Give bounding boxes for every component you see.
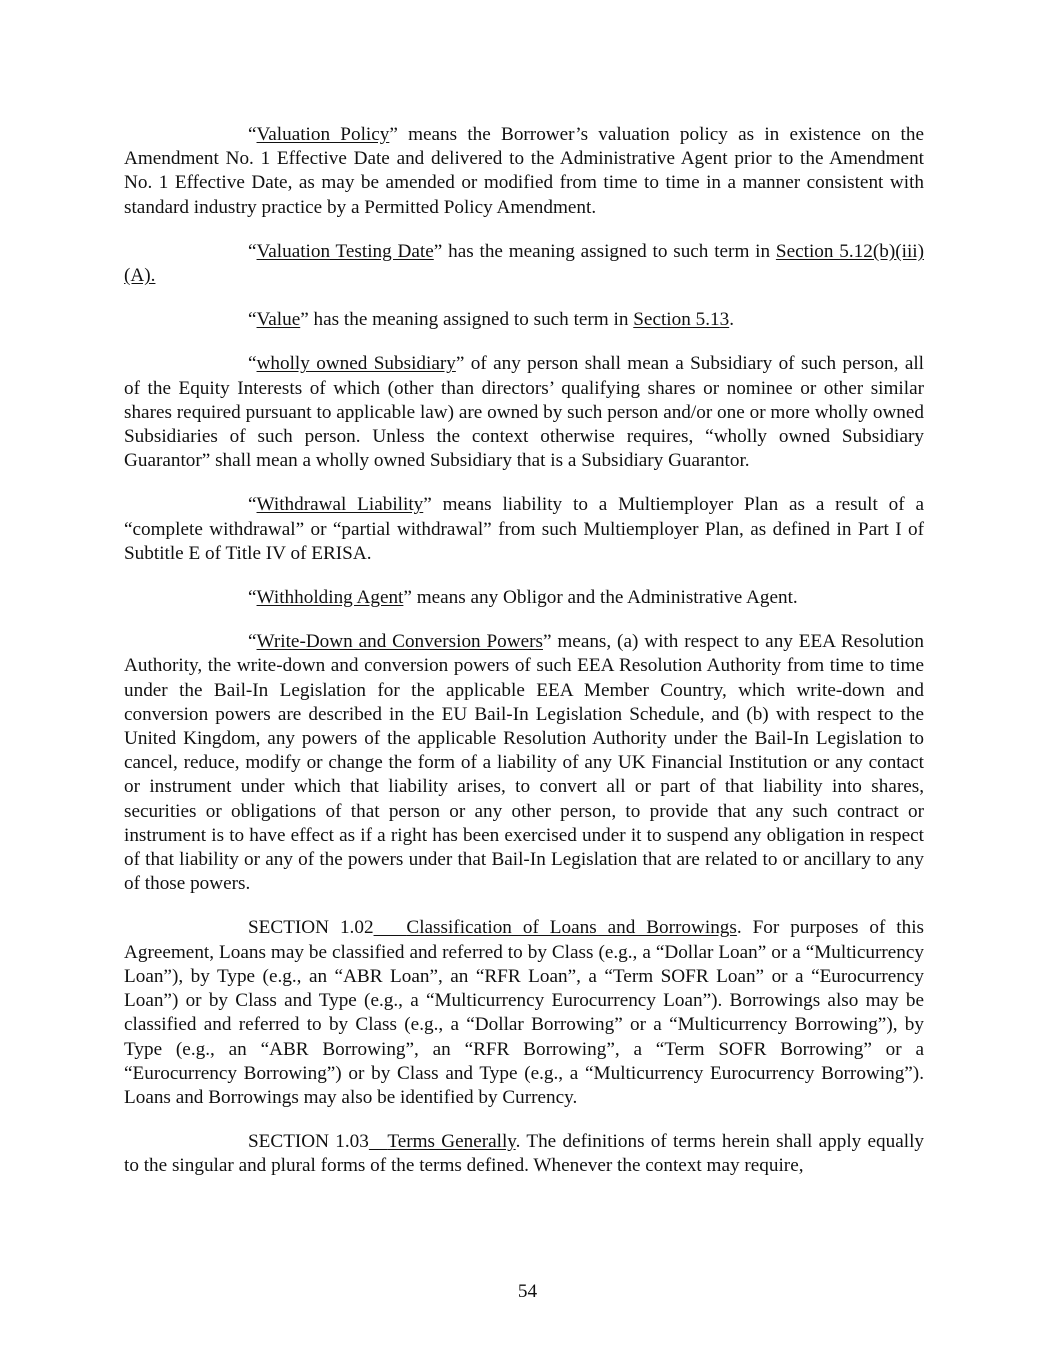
section-title: Classification of Loans and Borrowings [406,917,737,939]
defined-term: Withholding Agent [256,587,404,609]
page-number: 54 [517,1281,538,1302]
definition-withholding-agent: “Withholding Agent” means any Obligor and the Administrative Agent. [248,587,798,609]
definition-wholly-owned-subsidiary: “wholly owned Subsidiary” of any person shall mean a Subsidiary of such person, all of the Equity Interests of which (other than directors’ qualifying shares or nominee or other similar shares required pursuant to applicable law) are owned by such person and/or one or more wholly owned Subsidiaries of such person. Unless the context otherwise requires, “wholly owned Subsidiary Guarantor” shall mean a wholly owned Subsidiary that is a Subsidiary Guarantor. [124,353,924,472]
section-1-03 [124,1130,924,1178]
section-text: . For purposes of this Agreement, Loans may be classified and referred to by Class (e.g., a “Dollar Loan” or a “Multicurrency Loan”), by Type (e.g., an “ABR Loan”, an “RFR Loan”, a “Term SOFR Loan” or a “Eurocurrency Loan”) or by Class and Type (e.g., a “Multicurrency Eurocurrency Loan”). Borrowings also may be classified and referred to by Class (e.g., a “Dollar Borrowing” or a “Multicurrency Borrowing”), by Type (e.g., an “ABR Borrowing”, an “RFR Borrowing”, a “Term SOFR Borrowing” or a “Eurocurrency Borrowing”) or by Class and Type (e.g., a “Multicurrency Eurocurrency Borrowing”). Loans and Borrowings may also be identified by Currency. [124,917,925,1108]
defined-term: Valuation Testing Date [256,240,434,262]
definition-text: ” means any Obligor and the Administrative Agent. [403,587,798,609]
section-text: . The definitions of terms herein shall apply equally to the singular and plural forms of the terms defined. Whenever the context may require, [124,1131,925,1177]
definition-text: ” has the meaning assigned to such term in [300,309,634,331]
section-title: Terms Generally [387,1131,516,1153]
definition-withdrawal-liability: “Withdrawal Liability” means liability to a Multiemployer Plan as a result of a “complete withdrawal” or “partial withdrawal” from such Multiemployer Plan, as defined in Part I of Subtitle E of Title IV of ERISA. [124,494,924,564]
section-1-02 [124,916,924,1110]
definition-valuation-policy: “Valuation Policy” means the Borrower’s valuation policy as in existence on the Amendment No. 1 Effective Date and delivered to the Administrative Agent prior to the Amendment No. 1 Effective Date, as may be amended or modified from time to time in a manner consistent with standard industry practice by a Permitted Policy Amendment. [124,124,924,218]
definition-text: ” means the Borrower’s valuation policy as in existence on the Amendment No. 1 Effective Date and delivered to the Administrative Agent prior to the Amendment No. 1 Effective Date, as may be amended or modified from time to time in a manner consistent with standard industry practice by a Permitted Policy Amendment. [124,124,924,218]
document-page [124,123,924,1199]
section-number: SECTION 1.02 [248,917,374,939]
section-reference: Section 5.12(b)(iii)(A). [124,240,925,287]
definition-text: ” means, (a) with respect to any EEA Resolution Authority, the write-down and conversion powers of such EEA Resolution Authority from time to time under the Bail-In Legislation for the applicable EEA Member Country, which write-down and conversion powers are described in the EU Bail-In Legislation Schedule, and (b) with respect to the United Kingdom, any powers of the applicable Resolution Authority under the Bail-In Legislation to cancel, reduce, modify or change the form of a liability of any UK Financial Institution or any contact or instrument under which that liability arises, to convert all or part of that liability into shares, securities or obligations of that person or any other person, to provide that any such contract or instrument is to have effect as if a right has been exercised under it to suspend any obligation in respect of that liability or any of the powers under that Bail-In Legislation that are related to or ancillary to any of those powers. [124,631,924,895]
definition-text: ” means liability to a Multiemployer Plan as a result of a “complete withdrawal” or “partial withdrawal” from such Multiemployer Plan, as defined in Part I of Subtitle E of Title IV of ERISA. [124,494,924,564]
defined-term: Withdrawal Liability [256,494,424,516]
definition-text: ” has the meaning assigned to such term in [433,240,776,262]
defined-term: Value [256,309,301,331]
defined-term: Valuation Policy [256,124,390,145]
section-reference: Section 5.13 [633,309,730,331]
definition-valuation-testing-date: “Valuation Testing Date” has the meaning assigned to such term in Section 5.12(b)(iii)(A). [124,240,925,287]
defined-term: Write-Down and Conversion Powers [256,631,543,653]
definition-write-down-and-conversion-powers: “Write-Down and Conversion Powers” means, (a) with respect to any EEA Resolution Authority, the write-down and conversion powers of such EEA Resolution Authority from time to time under the Bail-In Legislation for the applicable EEA Member Country, which write-down and conversion powers are described in the EU Bail-In Legislation Schedule, and (b) with respect to the United Kingdom, any powers of the applicable Resolution Authority under the Bail-In Legislation to cancel, reduce, modify or change the form of a liability of any UK Financial Institution or any contact or instrument under which that liability arises, to convert all or part of that liability into shares, securities or obligations of that person or any other person, to provide that any such contract or instrument is to have effect as if a right has been exercised under it to suspend any obligation in respect of that liability or any of the powers under that Bail-In Legislation that are related to or ancillary to any of those powers. [124,631,924,895]
definition-text: ” of any person shall mean a Subsidiary of such person, all of the Equity Interests of which (other than directors’ qualifying shares or nominee or other similar shares required pursuant to applicable law) are owned by such person and/or one or more wholly owned Subsidiaries of such person. Unless the context otherwise requires, “wholly owned Subsidiary Guarantor” shall mean a wholly owned Subsidiary that is a Subsidiary Guarantor. [124,353,924,472]
defined-term: wholly owned Subsidiary [256,353,456,375]
section-number: SECTION 1.03 [248,1131,369,1153]
definition-value: “Value” has the meaning assigned to such term in Section 5.13. [248,309,734,331]
